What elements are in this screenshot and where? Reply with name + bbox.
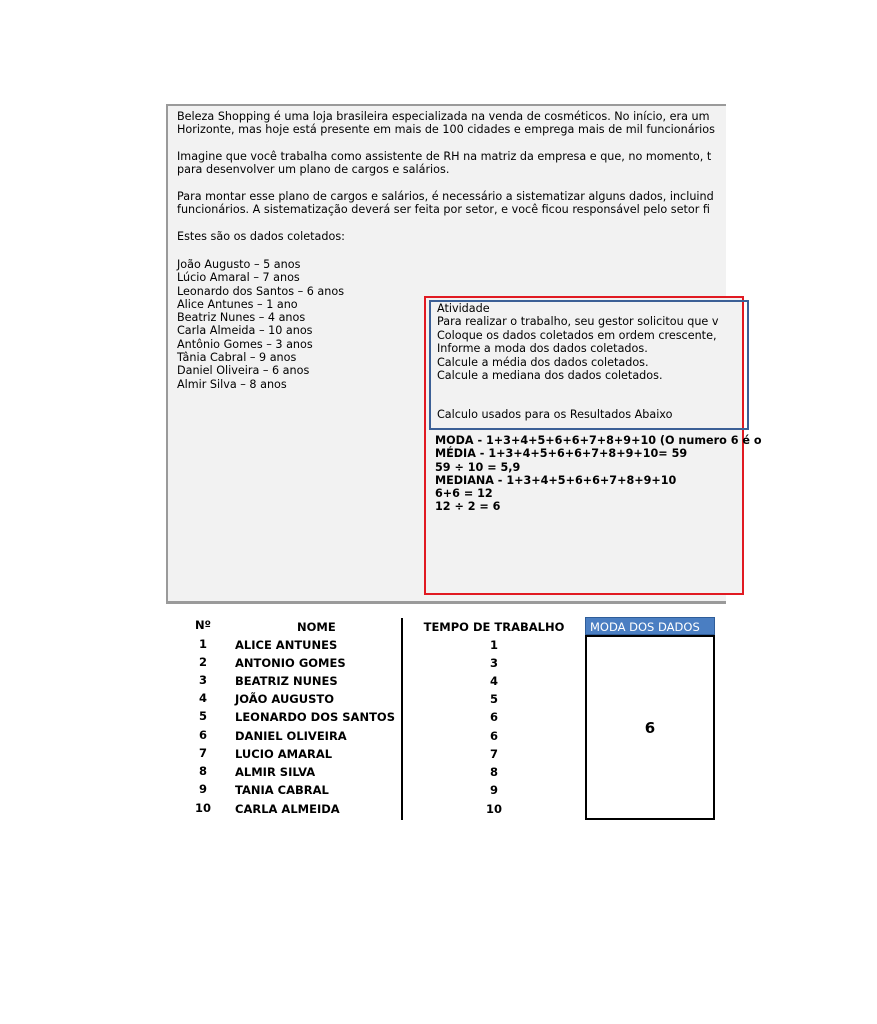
row-time: 8 — [489, 765, 498, 779]
list-item: Almir Silva – 8 anos — [177, 377, 287, 391]
row-number: 8 — [198, 764, 207, 778]
calculations — [435, 434, 762, 514]
row-name: TANIA CABRAL — [235, 783, 329, 797]
activity-instructions — [429, 300, 749, 430]
calc-line-mediana: MEDIANA - 1+3+4+5+6+6+7+8+9+10 — [435, 473, 677, 487]
calc-line-mediana-sum: 6+6 = 12 — [435, 487, 493, 501]
row-time: 6 — [489, 710, 498, 724]
header-name: NOME — [297, 620, 336, 634]
row-number: 1 — [198, 637, 207, 651]
row-time: 4 — [489, 674, 498, 688]
calc-line-mediana-result: 12 ÷ 2 = 6 — [435, 500, 501, 514]
row-time: 5 — [489, 692, 498, 706]
list-item: Antônio Gomes – 3 anos — [177, 337, 313, 351]
header-time: TEMPO DE TRABALHO — [423, 620, 565, 634]
scenario-panel — [166, 104, 762, 604]
row-time: 3 — [489, 656, 498, 670]
list-item: Daniel Oliveira – 6 anos — [177, 364, 310, 378]
row-name: ALMIR SILVA — [235, 765, 316, 779]
activity-title: Atividade — [437, 302, 490, 315]
moda-value-box — [585, 635, 715, 820]
intro-paragraph-4: Estes são os dados coletados: — [177, 230, 345, 243]
list-item: Beatriz Nunes – 4 anos — [177, 311, 306, 325]
activity-line: Calcule a mediana dos dados coletados. — [437, 369, 663, 383]
activity-line: Informe a moda dos dados coletados. — [437, 342, 648, 356]
header-number: Nº — [194, 618, 212, 632]
row-name: LEONARDO DOS SANTOS — [235, 710, 395, 724]
row-number: 10 — [194, 801, 211, 815]
activity-box — [424, 296, 762, 595]
collected-data-list — [177, 258, 344, 391]
row-time: 7 — [489, 747, 498, 761]
row-name: JOÃO AUGUSTO — [235, 692, 334, 706]
list-item: Alice Antunes – 1 ano — [177, 297, 298, 311]
activity-footer: Calculo usados para os Resultados Abaixo — [437, 408, 673, 422]
calc-line-media: MÉDIA - 1+3+4+5+6+6+7+8+9+10= 59 — [435, 447, 688, 461]
row-number: 5 — [198, 709, 207, 723]
row-time: 1 — [489, 638, 498, 652]
row-number: 7 — [198, 746, 207, 760]
moda-value: 6 — [644, 718, 656, 737]
list-item: Leonardo dos Santos – 6 anos — [177, 284, 345, 298]
row-number: 6 — [198, 728, 207, 742]
row-name: BEATRIZ NUNES — [235, 674, 338, 688]
list-item: Tânia Cabral – 9 anos — [177, 351, 297, 365]
row-name: DANIEL OLIVEIRA — [235, 729, 347, 743]
calc-line-moda: MODA - 1+3+4+5+6+6+7+8+9+10 (O numero 6 é o — [435, 434, 762, 447]
intro-paragraph-2: Imagine que você trabalha como assistente de RH na matriz da empresa e que, no momento, t para desenvolver um plano de cargos e salários. — [177, 150, 712, 177]
list-item: João Augusto – 5 anos — [177, 258, 301, 271]
activity-line: Para realizar o trabalho, seu gestor solicitou que v — [437, 315, 719, 329]
row-name: CARLA ALMEIDA — [235, 802, 340, 816]
intro-paragraph-3: Para montar esse plano de cargos e salários, é necessário a sistematizar alguns dados, incluind funcionários. A sistematização deverá ser feita por setor, e você ficou responsável pelo setor fi — [177, 190, 714, 217]
row-time: 6 — [489, 729, 498, 743]
activity-line: Calcule a média dos dados coletados. — [437, 355, 649, 369]
intro-paragraph-1: Beleza Shopping é uma loja brasileira especializada na venda de cosméticos. No início, era um Horizonte, mas hoje está presente em mais de 100 cidades e emprega mais de mil funcionários — [177, 110, 715, 137]
calc-line-media-result: 59 ÷ 10 = 5,9 — [435, 460, 521, 474]
list-item: Lúcio Amaral – 7 anos — [177, 271, 300, 285]
row-name: ALICE ANTUNES — [235, 638, 338, 652]
row-time: 10 — [485, 802, 502, 816]
list-item: Carla Almeida – 10 anos — [177, 324, 313, 338]
row-number: 2 — [198, 655, 207, 669]
row-name: ANTONIO GOMES — [235, 656, 346, 670]
moda-header: MODA DOS DADOS — [585, 617, 715, 635]
row-number: 3 — [198, 673, 207, 687]
column-divider — [401, 618, 403, 820]
row-name: LUCIO AMARAL — [235, 747, 333, 761]
row-number: 9 — [198, 782, 207, 796]
row-time: 9 — [489, 783, 498, 797]
activity-line: Coloque os dados coletados em ordem crescente, — [437, 328, 717, 342]
row-number: 4 — [198, 691, 207, 705]
